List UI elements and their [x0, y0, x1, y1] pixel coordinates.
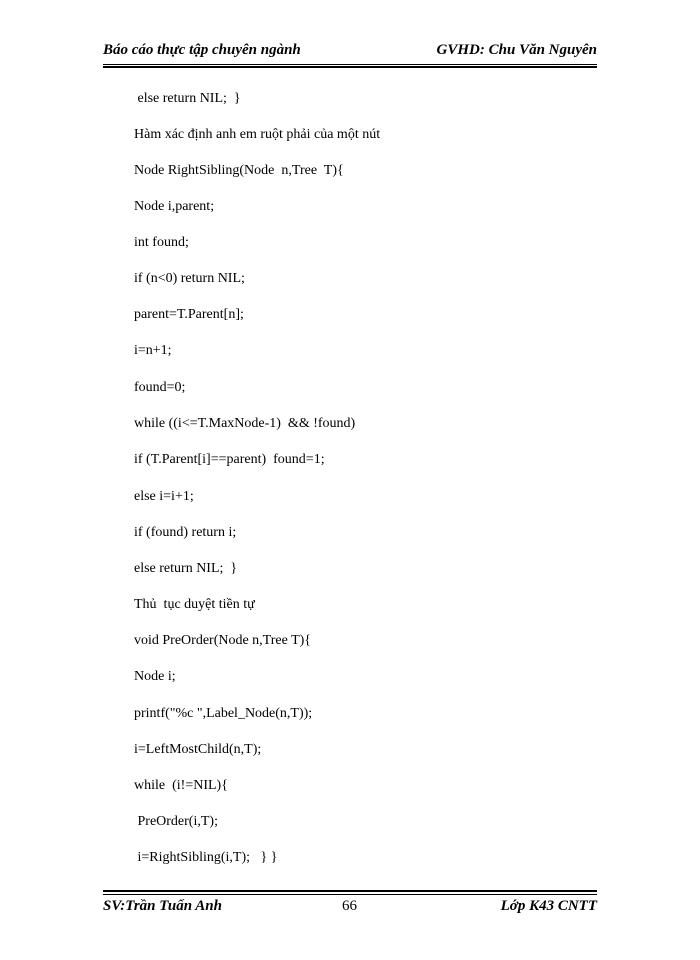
footer-class: Lớp K43 CNTT: [500, 898, 597, 914]
footer-student-name: SV:Trần Tuấn Anh: [103, 898, 222, 914]
code-line: if (n<0) return NIL;: [134, 271, 245, 286]
code-line: parent=T.Parent[n];: [134, 307, 244, 322]
code-line: void PreOrder(Node n,Tree T){: [134, 633, 312, 648]
code-line: if (T.Parent[i]==parent) found=1;: [134, 452, 325, 467]
code-line: printf("%c ",Label_Node(n,T));: [134, 706, 313, 721]
code-line: while (i!=NIL){: [134, 778, 228, 793]
section-heading: Thủ tục duyệt tiền tự: [134, 597, 255, 612]
code-line: i=LeftMostChild(n,T);: [134, 742, 262, 757]
header-report-title: Báo cáo thực tập chuyên ngành: [103, 42, 301, 58]
footer-rule-thin: [103, 894, 597, 895]
page-header: [103, 42, 597, 64]
code-line: while ((i<=T.MaxNode-1) && !found): [134, 416, 356, 431]
code-line: Hàm xác định anh em ruột phải của một nút: [134, 127, 381, 142]
code-line: PreOrder(i,T);: [134, 814, 218, 829]
code-line: found=0;: [134, 380, 186, 395]
code-line: else return NIL; }: [134, 91, 241, 106]
code-line: else return NIL; }: [134, 561, 238, 576]
header-rule-thin: [103, 64, 597, 65]
code-line: Node i,parent;: [134, 199, 215, 214]
code-line: int found;: [134, 235, 189, 250]
code-line: i=RightSibling(i,T); } }: [134, 850, 278, 865]
code-line: if (found) return i;: [134, 525, 237, 540]
code-line: Node i;: [134, 669, 176, 684]
header-rule-thick: [103, 66, 597, 68]
code-line: i=n+1;: [134, 343, 172, 358]
page-number: 66: [342, 898, 357, 914]
header-supervisor: GVHD: Chu Văn Nguyên: [436, 42, 597, 58]
page-footer: [103, 898, 597, 920]
code-line: else i=i+1;: [134, 489, 194, 504]
code-line: Node RightSibling(Node n,Tree T){: [134, 163, 344, 178]
footer-rule-thick: [103, 890, 597, 892]
